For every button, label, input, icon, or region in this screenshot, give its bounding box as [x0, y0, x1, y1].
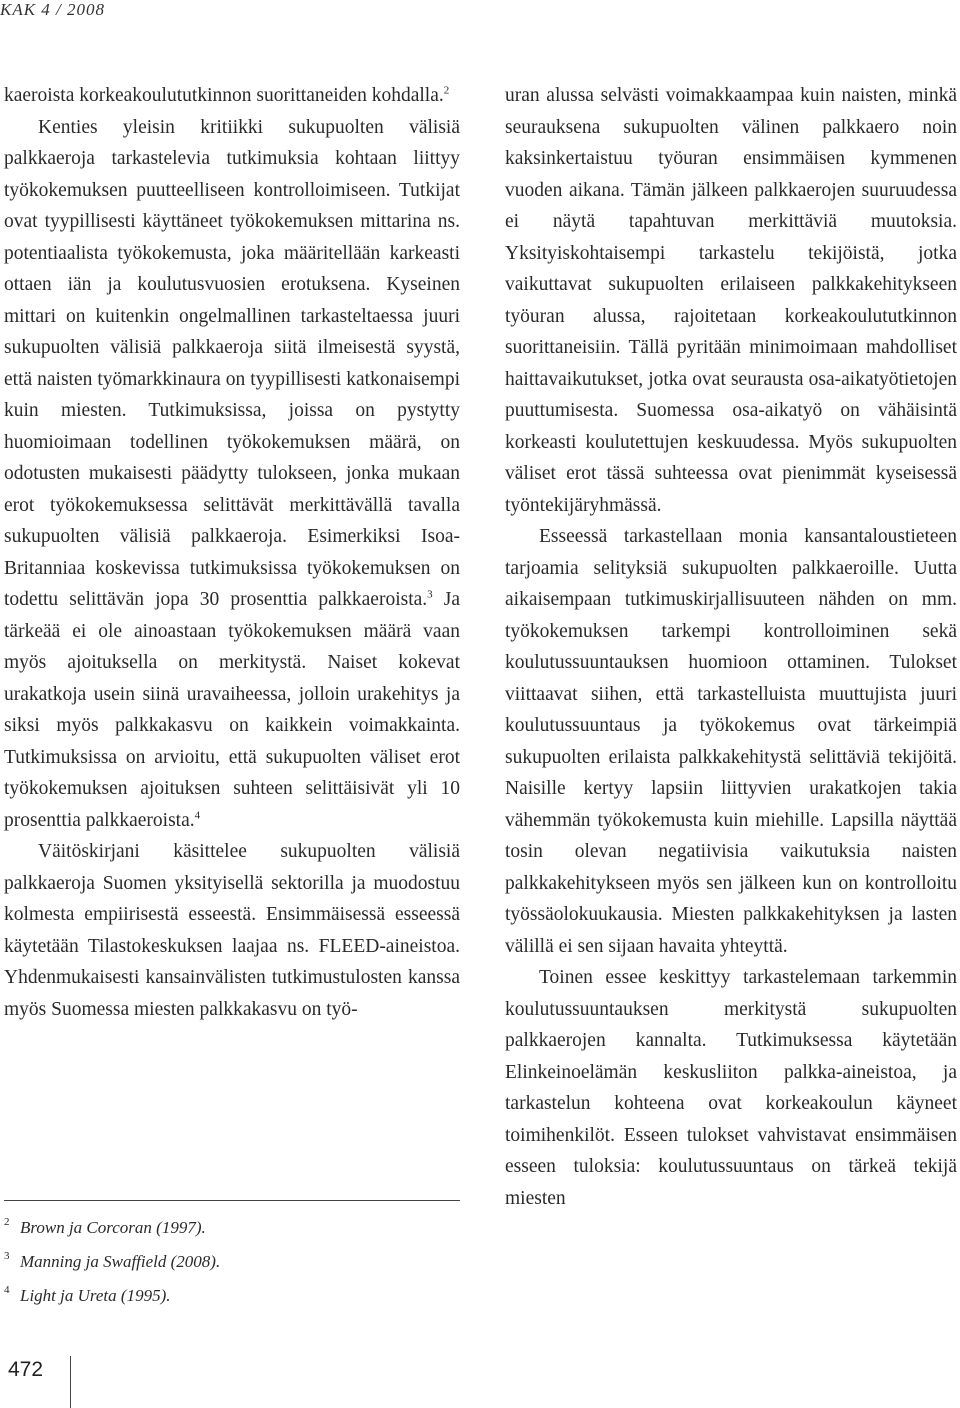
footnote-text: Light ja Ureta (1995). — [20, 1286, 171, 1305]
footnotes — [4, 1211, 460, 1313]
footnote-ref[interactable]: 4 — [194, 809, 201, 821]
left-column — [4, 80, 460, 1025]
footnote — [4, 1211, 460, 1245]
paragraph-continued — [4, 80, 460, 112]
paragraph: Esseessä tarkastellaan monia kansantaloustieteen tarjoamia selityksiä sukupuolten palkkaeroille. Uutta aikaisempaan tutkimuskirjallisuuteen nähden on mm. työkokemuksen tarkempi kontrolloiminen sekä koulutussuuntauksen huomioon ottaminen. Tulokset viittaavat siihen, että tarkastelluista muuttujista juuri koulutussuuntaus ja työkokemus ovat tärkeimpiä sukupuolten erilaista palkkakehitystä selittäviä tekijöitä. Naisille kertyy lapsiin liittyvien urakatkojen takia vähemmän työkokemusta kuin miehille. Lapsilla näyttää tosin olevan negatiivisia vaikutuksia naisten palkkakehitykseen myös sen jälkeen kun on kontrolloitu työssäolokuukausia. Miesten palkkakehityksen ja lasten välillä ei sen sijaan havaita yhteyttä. — [505, 526, 957, 957]
page-number-divider — [70, 1356, 71, 1408]
footnote-number: 4 — [4, 1284, 10, 1296]
paragraph: Toinen essee keskittyy tarkastelemaan tarkemmin koulutussuuntauksen merkitystä sukupuolten palkkaerojen kannalta. Tutkimuksessa käytetään Elinkeinoelämän keskusliiton palkka-aineistoa, ja tarkastelun kohteena ovat korkeakoulun käyneet toimihenkilöt. Esseen tulokset vahvistavat ensimmäisen esseen tuloksia: koulutussuuntaus on tärkeä tekijä miesten — [505, 967, 957, 1209]
footnote-ref[interactable]: 3 — [427, 588, 433, 601]
footnote-number: 3 — [4, 1250, 10, 1262]
footnote — [4, 1245, 460, 1279]
page-number: 472 — [8, 1358, 44, 1381]
paragraph-text: Kenties yleisin kritiikki sukupuolten välisiä palkkaeroja tarkastelevia tutkimuksia kohtaan liittyy työkokemuksen puutteelliseen kontrolloimiseen. Tutkijat ovat tyypillisesti käyttäneet työkokemuksen mittarina ns. potentiaalista työkokemusta, joka määritellään karkeasti ottaen iän ja koulutusvuosien erotuksena. Kyseinen mittari on kuitenkin ongelmallinen tarkasteltaessa juuri sukupuolten välisiä palkkaeroja siitä ilmeisestä syystä, että naisten työmarkkinaura on tyypillisesti katkonaisempi kuin miesten. Tutkimuksissa, joissa on pystytty huomioimaan todellinen työkokemuksen määrä, on odotusten mukaisesti päädytty tulokseen, jonka mukaan erot työkokemuksessa selittävät merkittävällä tavalla sukupuolten välisiä palkkaeroja. Esimerkiksi Isoa-Britanniaa koskevissa tutkimuksissa työkokemuksen on todettu selittävän jopa 30 prosenttia palkkaeroista. — [4, 116, 460, 610]
paragraph-continued: uran alussa selvästi voimakkaampaa kuin naisten, minkä seurauksena sukupuolten välinen palkkaero noin kaksinkertaistuu työuran ensimmäisen kymmenen vuoden aikana. Tämän jälkeen palkkaerojen suuruudessa ei näytä tapahtuvan merkittäviä muutoksia. Yksityiskohtaisempi tarkastelu tekijöistä, jotka vaikuttavat sukupuolten erilaiseen palkkakehitykseen työuran alussa, rajoitetaan korkeakoulututkinnon suorittaneisiin. Tällä pyritään minimoimaan mahdolliset haittavaikutukset, jotka ovat seurausta osa-aikatyötietojen puuttumisesta. Suomessa osa-aikatyö on vähäisintä korkeasti koulutettujen keskuudessa. Myös sukupuolten väliset erot tässä suhteessa ovat pienimmät kyseisessä työntekijäryhmässä. — [505, 85, 957, 516]
footnote-text: Manning ja Swaffield (2008). — [20, 1252, 221, 1271]
footnote-ref[interactable]: 2 — [443, 84, 450, 97]
right-column — [505, 80, 957, 1214]
paragraph-text: Ja tärkeää ei ole ainoastaan työkokemuksen määrä vaan myös ajoituksella on merkitystä. Naiset kokevat urakatkoja usein siinä uravaiheessa, jolloin urakehitys ja siksi myös palkkakasvu on kaikkein voimakkainta. Tutkimuksissa on arvioitu, että sukupuolten väliset erot työkokemuksen ajoituksen suhteen selittäisivät yli 10 prosenttia palkkaeroista. — [4, 589, 460, 831]
footnote-text: Brown ja Corcoran (1997). — [20, 1218, 206, 1237]
paragraph: Väitöskirjani käsittelee sukupuolten välisiä palkkaeroja Suomen yksityisellä sektorilla ja muodostuu kolmesta empiirisestä esseestä. Ensimmäisessä esseessä käytetään Tilastokeskuksen laajaa ns. FLEED-aineistoa. Yhdenmukaisesti kansainvälisten tutkimustulosten kanssa myös Suomessa miesten palkkakasvu on työ- — [4, 841, 460, 1020]
footnote-number: 2 — [4, 1216, 10, 1228]
paragraph-text: kaeroista korkeakoulututkinnon suorittaneiden kohdalla. — [4, 85, 444, 106]
footnote-divider — [4, 1200, 460, 1201]
footnote — [4, 1279, 460, 1313]
running-header: KAK 4 / 2008 — [0, 0, 106, 19]
paragraph — [4, 112, 460, 837]
